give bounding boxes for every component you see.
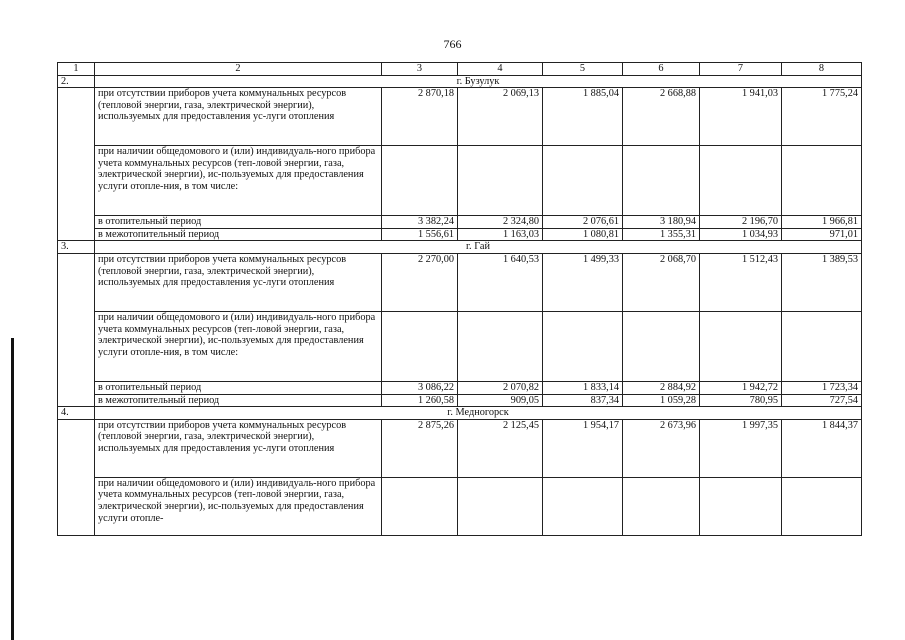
row-description: при отсутствии приборов учета коммунальных ресурсов (тепловой энергии, газа, электрической энергии), используемых для предоставления ус-луги отопления bbox=[95, 88, 382, 146]
row-description: при наличии общедомового и (или) индивидуаль-ного прибора учета коммунальных ресурсов (теп-ловой энергии, газа, электрической энергии), ис-пользуемых для предоставления услуги отопле-ния, в том числе: bbox=[95, 146, 382, 216]
header-cell: 8 bbox=[782, 63, 862, 76]
row-description: при наличии общедомового и (или) индивидуаль-ного прибора учета коммунальных ресурсов (теп-ловой энергии, газа, электрической энергии), ис-пользуемых для предоставления услуги отопле-ния, в том числе: bbox=[95, 311, 382, 381]
value-cell: 1 059,28 bbox=[623, 394, 700, 407]
value-cell bbox=[623, 477, 700, 535]
value-cell: 2 125,45 bbox=[458, 419, 543, 477]
value-cell: 3 086,22 bbox=[382, 381, 458, 394]
value-cell: 1 640,53 bbox=[458, 253, 543, 311]
section-row bbox=[58, 407, 862, 420]
table-row bbox=[58, 216, 862, 229]
value-cell: 2 070,82 bbox=[458, 381, 543, 394]
table-row bbox=[58, 394, 862, 407]
value-cell: 2 196,70 bbox=[700, 216, 782, 229]
table-row bbox=[58, 419, 862, 477]
value-cell: 1 556,61 bbox=[382, 228, 458, 241]
table-row bbox=[58, 228, 862, 241]
value-cell bbox=[782, 477, 862, 535]
row-description: при отсутствии приборов учета коммунальных ресурсов (тепловой энергии, газа, электрической энергии), используемых для предоставления ус-луги отопления bbox=[95, 253, 382, 311]
value-cell: 1 966,81 bbox=[782, 216, 862, 229]
value-cell bbox=[458, 311, 543, 381]
value-cell bbox=[623, 311, 700, 381]
value-cell: 1 260,58 bbox=[382, 394, 458, 407]
row-description: в межотопительный период bbox=[95, 228, 382, 241]
value-cell: 1 775,24 bbox=[782, 88, 862, 146]
section-city: г. Медногорск bbox=[95, 407, 862, 420]
header-cell: 3 bbox=[382, 63, 458, 76]
section-city: г. Бузулук bbox=[95, 75, 862, 88]
value-cell bbox=[782, 311, 862, 381]
value-cell: 1 499,33 bbox=[543, 253, 623, 311]
table-row bbox=[58, 477, 862, 535]
table-row bbox=[58, 146, 862, 216]
table-row bbox=[58, 311, 862, 381]
header-cell: 1 bbox=[58, 63, 95, 76]
value-cell: 1 885,04 bbox=[543, 88, 623, 146]
section-number: 3. bbox=[58, 241, 95, 254]
row-description: в отопительный период bbox=[95, 216, 382, 229]
header-row bbox=[58, 63, 862, 76]
value-cell: 2 668,88 bbox=[623, 88, 700, 146]
value-cell: 1 833,14 bbox=[543, 381, 623, 394]
value-cell bbox=[382, 477, 458, 535]
value-cell: 1 997,35 bbox=[700, 419, 782, 477]
table-row bbox=[58, 253, 862, 311]
value-cell: 2 673,96 bbox=[623, 419, 700, 477]
value-cell bbox=[700, 311, 782, 381]
value-cell: 1 941,03 bbox=[700, 88, 782, 146]
value-cell bbox=[782, 146, 862, 216]
value-cell bbox=[543, 311, 623, 381]
value-cell: 2 069,13 bbox=[458, 88, 543, 146]
header-cell: 7 bbox=[700, 63, 782, 76]
value-cell: 1 034,93 bbox=[700, 228, 782, 241]
value-cell bbox=[458, 146, 543, 216]
table-row bbox=[58, 88, 862, 146]
value-cell: 780,95 bbox=[700, 394, 782, 407]
value-cell: 2 076,61 bbox=[543, 216, 623, 229]
section-row bbox=[58, 241, 862, 254]
table-body bbox=[58, 63, 862, 536]
empty-cell bbox=[58, 419, 95, 535]
value-cell: 1 723,34 bbox=[782, 381, 862, 394]
value-cell bbox=[382, 146, 458, 216]
value-cell: 1 355,31 bbox=[623, 228, 700, 241]
value-cell: 1 954,17 bbox=[543, 419, 623, 477]
value-cell: 2 324,80 bbox=[458, 216, 543, 229]
value-cell bbox=[623, 146, 700, 216]
row-description: в межотопительный период bbox=[95, 394, 382, 407]
value-cell: 837,34 bbox=[543, 394, 623, 407]
value-cell: 727,54 bbox=[782, 394, 862, 407]
value-cell: 1 080,81 bbox=[543, 228, 623, 241]
row-description: при наличии общедомового и (или) индивидуаль-ного прибора учета коммунальных ресурсов (теп-ловой энергии, газа, электрической энергии), ис-пользуемых для предоставления услуги отопле- bbox=[95, 477, 382, 535]
page-number: 766 bbox=[443, 37, 462, 51]
header-cell: 2 bbox=[95, 63, 382, 76]
value-cell: 909,05 bbox=[458, 394, 543, 407]
value-cell: 1 512,43 bbox=[700, 253, 782, 311]
value-cell: 1 389,53 bbox=[782, 253, 862, 311]
value-cell: 2 875,26 bbox=[382, 419, 458, 477]
value-cell bbox=[543, 146, 623, 216]
row-description: в отопительный период bbox=[95, 381, 382, 394]
value-cell: 2 068,70 bbox=[623, 253, 700, 311]
header-cell: 5 bbox=[543, 63, 623, 76]
value-cell: 2 270,00 bbox=[382, 253, 458, 311]
value-cell: 1 844,37 bbox=[782, 419, 862, 477]
value-cell bbox=[458, 477, 543, 535]
section-city: г. Гай bbox=[95, 241, 862, 254]
section-row bbox=[58, 75, 862, 88]
value-cell: 2 870,18 bbox=[382, 88, 458, 146]
value-cell: 3 180,94 bbox=[623, 216, 700, 229]
scan-edge-line bbox=[11, 338, 14, 640]
value-cell: 3 382,24 bbox=[382, 216, 458, 229]
value-cell bbox=[543, 477, 623, 535]
value-cell: 2 884,92 bbox=[623, 381, 700, 394]
value-cell bbox=[700, 146, 782, 216]
header-cell: 4 bbox=[458, 63, 543, 76]
value-cell: 1 163,03 bbox=[458, 228, 543, 241]
section-number: 2. bbox=[58, 75, 95, 88]
section-number: 4. bbox=[58, 407, 95, 420]
value-cell bbox=[700, 477, 782, 535]
value-cell: 1 942,72 bbox=[700, 381, 782, 394]
tariff-table bbox=[57, 62, 862, 536]
empty-cell bbox=[58, 253, 95, 406]
table-row bbox=[58, 381, 862, 394]
empty-cell bbox=[58, 88, 95, 241]
value-cell: 971,01 bbox=[782, 228, 862, 241]
value-cell bbox=[382, 311, 458, 381]
header-cell: 6 bbox=[623, 63, 700, 76]
row-description: при отсутствии приборов учета коммунальных ресурсов (тепловой энергии, газа, электрической энергии), используемых для предоставления ус-луги отопления bbox=[95, 419, 382, 477]
